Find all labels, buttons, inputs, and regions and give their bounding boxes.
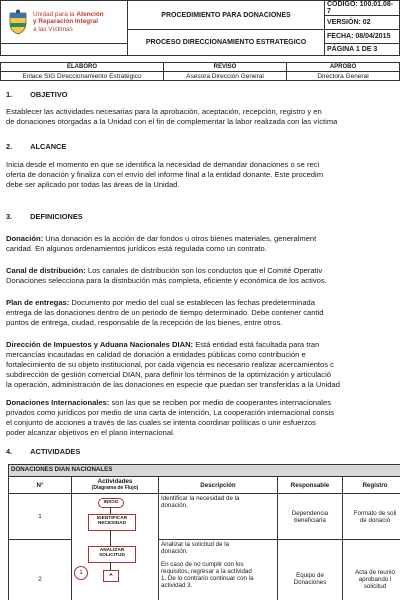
text-line: beneficiaria: [294, 516, 326, 524]
flow-connector-1: 1: [74, 566, 88, 580]
section-number: 3.: [6, 212, 13, 221]
definition-canal: [6, 266, 400, 286]
text-line: la operación, administración de las donaciones en especie que puedan ser transferidas a la Unidad: [6, 380, 340, 390]
text-line: Donaciones: [293, 579, 327, 587]
text-line: mercancías incautadas en calidad de donación a entidades públicas como contribución e: [6, 350, 306, 360]
text-line: donación.: [161, 548, 188, 556]
section-title: ALCANCE: [30, 142, 67, 151]
text-line: Dependencia: [291, 509, 329, 517]
text-line: Donaciones selecciona para la distribución más completa, eficiente y económica de los activos.: [6, 276, 327, 286]
text-line: aprobando l: [358, 575, 392, 583]
col-header-num: N°: [9, 477, 72, 494]
flow-identificar-node: IDENTIFICAR NECESIDAD: [88, 514, 136, 531]
text-line: fortalecimiento de su objeto institucional, por cada vigencia es necesario realizar acercamientos c: [6, 360, 334, 370]
text-line: requisitos, regresar a la actividad: [161, 568, 252, 576]
logo: [3, 3, 125, 41]
text-line: solicitud: [363, 582, 387, 590]
text-line: donación.: [161, 502, 188, 509]
sig-header-reviso: REVISÓ: [164, 63, 287, 72]
document-header: [0, 0, 400, 56]
flow-analizar-node: ANALIZAR SOLICITUD: [88, 546, 136, 563]
definition-internacionales: [6, 398, 400, 438]
objetivo-text: [6, 107, 400, 127]
flow-arrow: [110, 507, 111, 514]
text-line: poder alcanzar objetivos en el plano internacional.: [6, 428, 175, 438]
sig-elaboro: Enlace SIG Direccionamiento Estratégico: [1, 72, 164, 81]
section-definiciones: [6, 212, 83, 221]
text-line: de donació: [359, 516, 391, 524]
text-line: Documento por medio del cual se establecen las fechas predeterminada: [69, 298, 315, 307]
text-line: el conjunto de acciones a través de las cuales se intenta coordinar políticas o unir esfuerzos: [6, 418, 316, 428]
text-line: Analizar la solicitud de la: [161, 541, 230, 549]
document-code: CÓDIGO: 100.01.08-7: [325, 1, 400, 16]
table-row: [9, 540, 400, 600]
logo-line-2: y Reparación Integral: [33, 18, 98, 26]
sig-reviso: Asesora Dirección General: [164, 72, 287, 81]
row-record: [343, 540, 400, 600]
text-line: de donaciones otorgadas a la Unidad con el fin de complementar la labor realizada con las víctima: [6, 117, 338, 127]
text-line: 1. De lo contrario continuar con la: [161, 575, 254, 583]
definition-term: Donaciones Internacionales:: [6, 398, 110, 407]
text-line: Acta de reunió: [355, 568, 395, 576]
definition-term: Canal de distribución:: [6, 266, 86, 275]
process-name: PROCESO DIRECCIONAMIENTO ESTRATEGICO: [128, 30, 325, 56]
document-title: PROCEDIMIENTO PARA DONACIONES: [128, 1, 325, 30]
text-line: privados como jurídicos por medio de una carta de intención, La cooperación internacional consis: [6, 408, 334, 418]
flow-arrow: [110, 562, 111, 570]
text-line: Está entidad está facultada para tran: [193, 340, 320, 349]
text-line: oferta de donación y finaliza con el envío del informe final a la entidad donante. Este procedim: [6, 170, 324, 180]
text-line: En caso de no cumplir con los: [161, 561, 244, 569]
section-alcance: [6, 142, 66, 151]
flow-diagram: [72, 494, 159, 600]
section-title: ACTIVIDADES: [30, 447, 81, 456]
section-number: 1.: [6, 90, 13, 99]
logo-cell: [1, 1, 128, 44]
text-line: Establecer las actividades necesarias para la aprobación, aceptación, recepción, registro y en: [6, 107, 322, 116]
page-number: PÁGINA 1 DE 3: [325, 44, 400, 56]
section-title: DEFINICIONES: [30, 212, 83, 221]
coat-of-arms-icon: [7, 9, 29, 35]
logo-line-1: Unidad para la: [33, 11, 77, 19]
section-number: 2.: [6, 142, 13, 151]
alcance-text: [6, 160, 400, 190]
text-line: actividad 3.: [161, 582, 193, 590]
col-header-responsable: Responsable: [278, 477, 343, 494]
row-num: 2: [9, 540, 72, 600]
activities-group-header: DONACIONES DIAN NACIONALES: [9, 465, 400, 477]
row-record: [343, 494, 400, 540]
sig-header-elaboro: ELABORÓ: [1, 63, 164, 72]
text-line: debe ser aplicado por todas las áreas de la Unidad.: [6, 180, 180, 190]
row-description: [159, 494, 278, 540]
definition-plan: [6, 298, 400, 328]
col-header-descripcion: Descripción: [159, 477, 278, 494]
document-date: FECHA: 08/04/2015: [325, 30, 400, 44]
text-line: Una donación es la acción de dar fondos u otros bienes materiales, generalment: [43, 234, 317, 243]
row-responsible: [278, 494, 343, 540]
section-title: OBJETIVO: [30, 90, 68, 99]
row-responsible: [278, 540, 343, 600]
definition-term: Dirección de Impuestos y Aduana Nacionales DIAN:: [6, 340, 194, 349]
text-line: caridad. En algunos ordenamientos jurídicos está regulada como un contrato.: [6, 244, 267, 254]
text-line: puntos de entrega, ciudad, responsable de la recepción de los bienes, entre otros.: [6, 318, 283, 328]
sig-header-aprobo: APROBÓ: [287, 63, 400, 72]
flow-arrow: [110, 530, 111, 546]
section-number: 4.: [6, 447, 13, 456]
definition-term: Donación:: [6, 234, 44, 243]
flow-start-node: INICIO: [98, 498, 124, 508]
definition-dian: [6, 340, 400, 390]
text-line: son las que se reciben por medio de cooperantes internacionales: [109, 398, 332, 407]
definition-donacion: [6, 234, 400, 254]
flow-connector-a: A: [103, 570, 119, 582]
row-num: 1: [9, 494, 72, 540]
logo-line-1-bold: Atención: [76, 11, 104, 19]
definition-term: Plan de entregas:: [6, 298, 70, 307]
section-actividades: [6, 447, 80, 456]
text-line: entrega de las donaciones dentro de un periodo de tiempo determinado. Debe contener cantid: [6, 308, 324, 318]
text-line: Inicia desde el momento en que se identifica la necesidad de demandar donaciones o se reci: [6, 160, 320, 169]
sig-aprobo: Directora General: [287, 72, 400, 81]
col-header-actividades: [72, 477, 159, 494]
text-line: Los canales de distribución son los conductos que el Comité Operativ: [85, 266, 323, 275]
signature-table: [0, 62, 400, 81]
table-row: [9, 494, 400, 540]
col-header-actividades-sub: (Diagrama de Flujo): [91, 485, 139, 491]
section-objetivo: [6, 90, 68, 99]
text-line: Identificar la necesidad de la: [161, 495, 240, 502]
text-line: Equipo de: [296, 572, 324, 580]
logo-line-3: a las Víctimas: [33, 25, 73, 33]
col-header-registro: Registro: [343, 477, 400, 494]
col-header-actividades-label: Actividades: [97, 477, 133, 485]
document-version: VERSIÓN: 02: [325, 16, 400, 30]
text-line: Formato de soli: [353, 509, 397, 517]
activities-table: [8, 464, 400, 600]
row-description: [159, 540, 278, 600]
text-line: subdirección de gestión comercial DIAN, para definir los términos de la optimización y articulació: [6, 370, 331, 380]
